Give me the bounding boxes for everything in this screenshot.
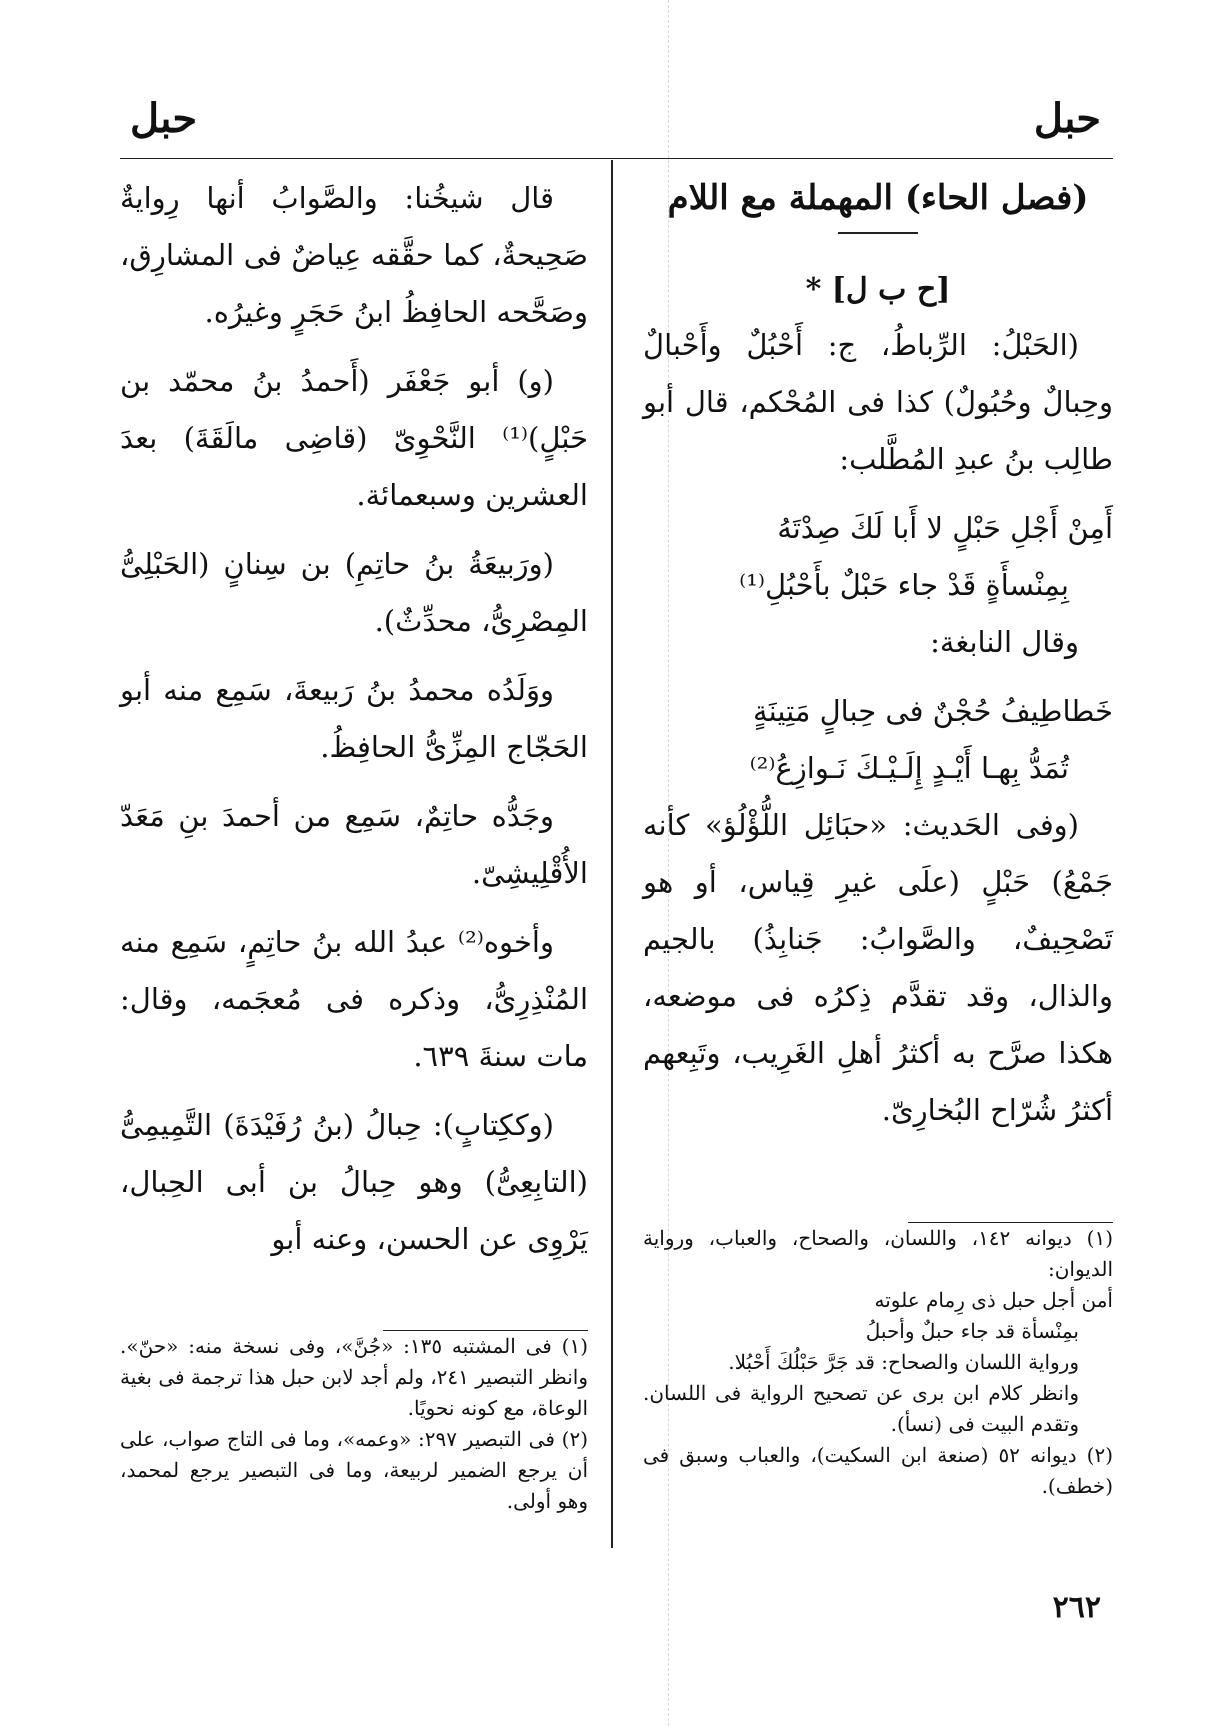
footnote: (٢) فى التبصير ٢٩٧: «وعمه»، وما فى التاج صواب، على أن يرجع الضمير لربيعة، وما فى التبصير يرجع لمحمد، وهو أولى. [120, 1427, 589, 1513]
footnotes-right [643, 1222, 1113, 1502]
verse-line: بِمِنْسأَةٍ قَدْ جاء حَبْلٌ بأَحْبُلِ⁽¹⁾ [739, 568, 1069, 602]
footnote: (٢) ديوانه ٥٢ (صنعة ابن السكيت)، والعباب وسبق فى (خطف). [643, 1443, 1113, 1498]
footnote-verse: أمن أجل حبل ذى رِمام علوته [874, 1288, 1113, 1312]
entry-paragraph: (و) أبو جَعْفَر (أَحمدُ بنُ محمّد بن حَبْلٍ)⁽¹⁾ النَّحْوِىّ (قاضِى مالَقَةَ) بعدَ العشرين وسبعمائة. [120, 364, 588, 512]
entry-paragraph: ووَلَدُه محمدُ بنُ رَبيعةَ، سَمِع منه أبو الحَجّاج المِزِّىُّ الحافِظُ. [120, 673, 588, 764]
entry-paragraph: وجَدُّه حاتِمٌ، سَمِع من أحمدَ بنِ مَعَدّ الأُقْلِيشِىّ. [120, 799, 588, 890]
entry-paragraph: (وفى الحَديث: «حبَائِل اللُّؤْلُؤ» كأنه جَمْعُ) حَبْلٍ (علَى غيرِ قِياس، أو هو تَصْحِيفٌ، والصَّوابُ: جَنابِذُ) بالجيم والذال، وقد تقدَّم ذِكرُه فى موضعه، هكذا صرَّح به أكثرُ أهلِ الغَرِيب، وتَبِعهم أكثرُ شُرّاح البُخارِىّ. [643, 808, 1113, 1127]
left-column [120, 170, 588, 1280]
entry-paragraph: (وككِتابٍ): حِبالُ (بنُ رُفَيْدَةَ) التَّمِيمِىُّ (التابِعِىُّ) وهو حِبالُ بن أبى الحِبال، يَرْوِى عن الحسن، وعنه أبو [120, 1108, 588, 1256]
verse-line: أَمِنْ أَجْلِ حَبْلٍ لا أَبا لَكَ صِدْتَهُ [777, 511, 1113, 545]
running-head-left: حبل [130, 95, 198, 142]
root-label: [ح ب ل] * [805, 272, 951, 307]
footnote-text: ورواية اللسان والصحاح: قد جَرَّ حَبْلُكَ أَحْبُلا. [728, 1350, 1079, 1374]
entry-paragraph: وقال النابغة: [930, 625, 1079, 659]
verse-line: تُمَدُّ بِهـا أَيْـدٍ إِلَـيْـكَ نَـوازِعُ⁽²⁾ [749, 751, 1069, 785]
footnote: (١) فى المشتبه ١٣٥: «جُنَّ»، وفى نسخة منه: «حنّ». وانظر التبصير ٢٤١، ولم أجد لابن حبل هذا ترجمة فى بغية الوعاة، مع كونه نحويًا. [120, 1334, 588, 1420]
section-title: (فصل الحاء) المهملة مع اللام [667, 178, 1089, 218]
header-rule [120, 158, 1113, 159]
column-divider [611, 160, 613, 1548]
running-head-right: حبل [1033, 95, 1101, 142]
section-title-rule [838, 232, 918, 234]
footnotes-left [120, 1330, 588, 1517]
verse-line: خَطاطِيفُ حُجْنٌ فى حِبالٍ مَتِينَةٍ [753, 694, 1113, 728]
entry-paragraph: (ورَبيعَةُ بنُ حاتِمِ) بن سِنانٍ (الحَبْلِىُّ المِصْرِىُّ، محدِّثٌ). [120, 547, 588, 638]
page-number: ٢٦٢ [1052, 1590, 1101, 1625]
entry-paragraph: قال شيخُنا: والصَّوابُ أنها رِوايةٌ صَحِيحةٌ، كما حقَّقه عِياضٌ فى المشارِق، وصَحَّحه الحافِظُ ابنُ حَجَرٍ وغيرُه. [120, 181, 588, 329]
footnote-verse: بمِنْسأة قد جاء حبلٌ وأحبلُ [865, 1319, 1079, 1343]
entry-paragraph: (الحَبْلُ: الرِّباطُ، ج: أَحْبُلٌ وأَحْبالٌ وحِبالٌ وحُبُولٌ) كذا فى المُحْكم، قال أبو طالِب بنُ عبدِ المُطَّلب: [643, 328, 1113, 476]
right-column [643, 170, 1113, 1151]
footnote-text: وانظر كلام ابن برى عن تصحيح الرواية فى اللسان. وتقدم البيت فى (نسأ). [643, 1381, 1079, 1436]
entry-paragraph: وأخوه⁽²⁾ عبدُ الله بنُ حاتِمٍ، سَمِع منه المُنْذِرِىُّ، وذكره فى مُعجَمه، وقال: مات سنةَ ٦٣٩. [120, 925, 588, 1073]
footnote: (١) ديوانه ١٤٢، واللسان، والصحاح، والعباب، ورواية الديوان: [643, 1226, 1114, 1281]
